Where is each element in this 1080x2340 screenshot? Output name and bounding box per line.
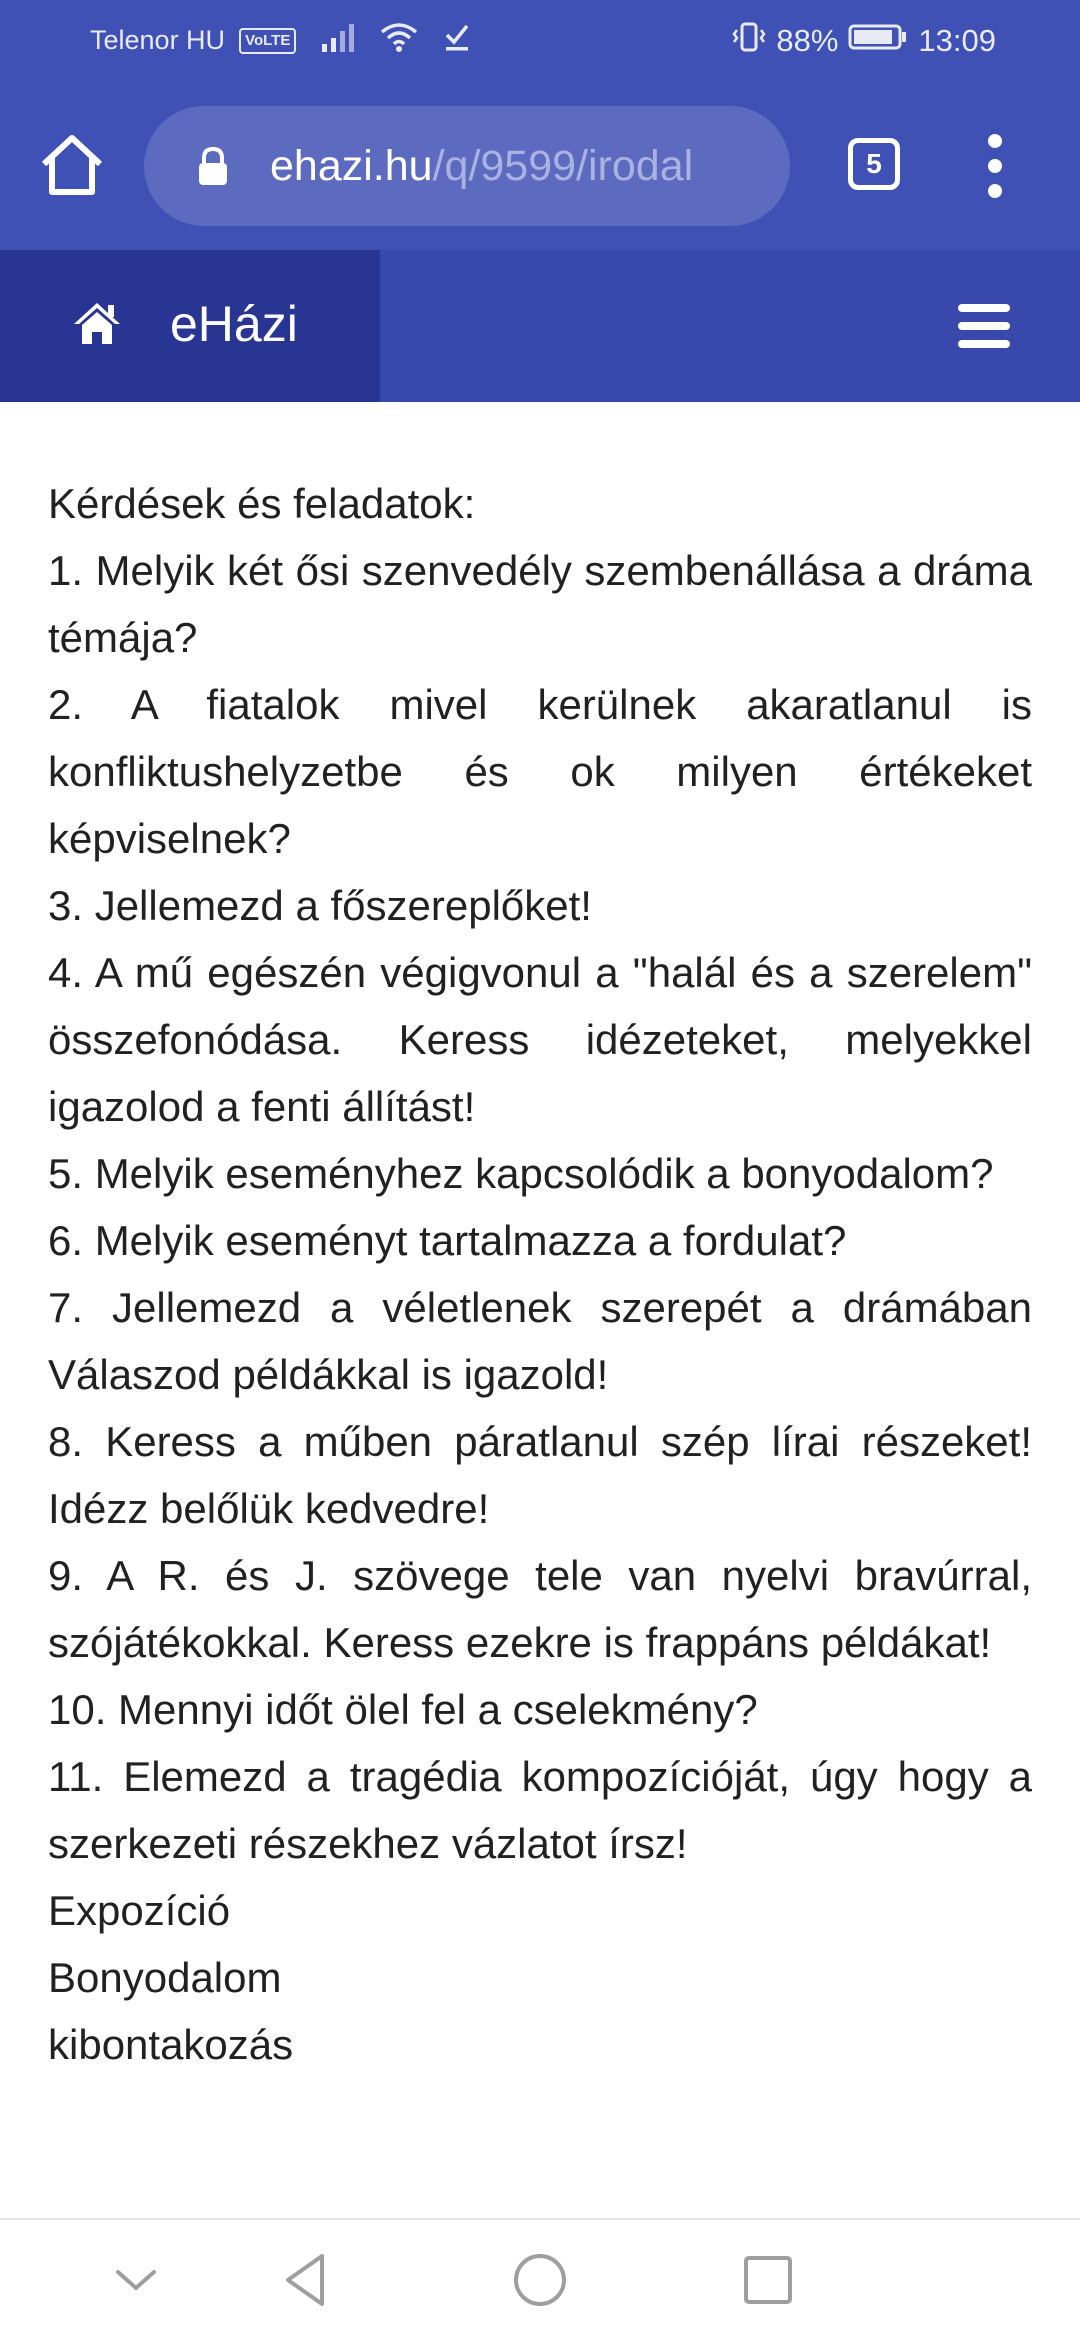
list-item: 6. Melyik eseményt tartalmazza a fordulat? bbox=[48, 1217, 847, 1264]
site-header bbox=[0, 250, 1080, 402]
question-list bbox=[48, 470, 1032, 2210]
url-domain: ehazi.hu bbox=[270, 142, 433, 190]
download-done-icon bbox=[442, 22, 472, 59]
list-item: 7. Jellemezd a véletlenek szerepét a drámában Válaszod példákkal is igazold! bbox=[48, 1284, 1032, 1398]
list-item: 11. Elemezd a tragédia kompozícióját, úgy hogy a szerkezeti részekhez vázlatot írsz! bbox=[48, 1753, 1032, 1867]
home-icon bbox=[34, 126, 110, 202]
status-bar bbox=[0, 0, 1080, 82]
list-item: 8. Keress a műben páratlanul szép lírai részeket! Idézz belőlük kedvedre! bbox=[48, 1418, 1032, 1532]
list-item: Kérdések és feladatok: bbox=[48, 480, 476, 527]
browser-toolbar bbox=[0, 82, 1080, 250]
wifi-icon bbox=[380, 22, 418, 59]
carrier-name: Telenor HU bbox=[90, 25, 226, 55]
vibrate-icon bbox=[732, 22, 766, 60]
list-item: 3. Jellemezd a főszereplőket! bbox=[48, 882, 592, 929]
recents-icon[interactable] bbox=[736, 2248, 800, 2312]
status-right bbox=[732, 22, 996, 60]
list-item: 4. A mű egészén végigvonul a "halál és a szerelem" összefonódása. Keress idézeteket, melyekkel igazolod a fenti állítást! bbox=[48, 949, 1032, 1130]
tab-switcher-button[interactable]: 5 bbox=[848, 138, 900, 190]
list-item: 2. A fiatalok mivel kerülnek akaratlanul is konfliktushelyzetbe és ok milyen értékeket képviselnek? bbox=[48, 681, 1032, 862]
url-text bbox=[270, 136, 693, 196]
list-item: Bonyodalom bbox=[48, 1954, 282, 2001]
clock: 13:09 bbox=[918, 23, 996, 58]
status-left bbox=[90, 22, 472, 59]
signal-icon bbox=[320, 22, 356, 59]
system-nav-bar bbox=[0, 2218, 1080, 2340]
battery-percent: 88% bbox=[776, 23, 839, 58]
list-item: 9. A R. és J. szövege tele van nyelvi bravúrral, szójátékokkal. Keress ezekre is frappáns példákat! bbox=[48, 1552, 1032, 1666]
list-item: Expozíció bbox=[48, 1887, 231, 1934]
back-icon[interactable] bbox=[276, 2248, 340, 2312]
more-vert-icon[interactable] bbox=[972, 134, 1020, 198]
battery-icon bbox=[848, 22, 908, 60]
list-item: 10. Mennyi időt ölel fel a cselekmény? bbox=[48, 1686, 758, 1733]
list-item: 5. Melyik eseményhez kapcsolódik a bonyodalom? bbox=[48, 1150, 994, 1197]
home-icon bbox=[72, 300, 122, 346]
hamburger-icon[interactable] bbox=[958, 304, 1010, 348]
lock-icon bbox=[196, 146, 230, 186]
list-item: 1. Melyik két ősi szenvedély szembenállása a dráma témája? bbox=[48, 547, 1032, 661]
site-brand-link[interactable] bbox=[0, 250, 380, 402]
browser-home-button[interactable] bbox=[34, 126, 110, 202]
chevron-down-icon[interactable] bbox=[104, 2248, 168, 2312]
list-item: kibontakozás bbox=[48, 2021, 294, 2068]
home-circle-icon[interactable] bbox=[508, 2248, 572, 2312]
volte-badge: VoLTE bbox=[239, 28, 296, 54]
site-name: eHázi bbox=[170, 296, 298, 352]
address-bar[interactable] bbox=[144, 106, 790, 226]
url-path: /q/9599/irodal bbox=[432, 142, 694, 190]
